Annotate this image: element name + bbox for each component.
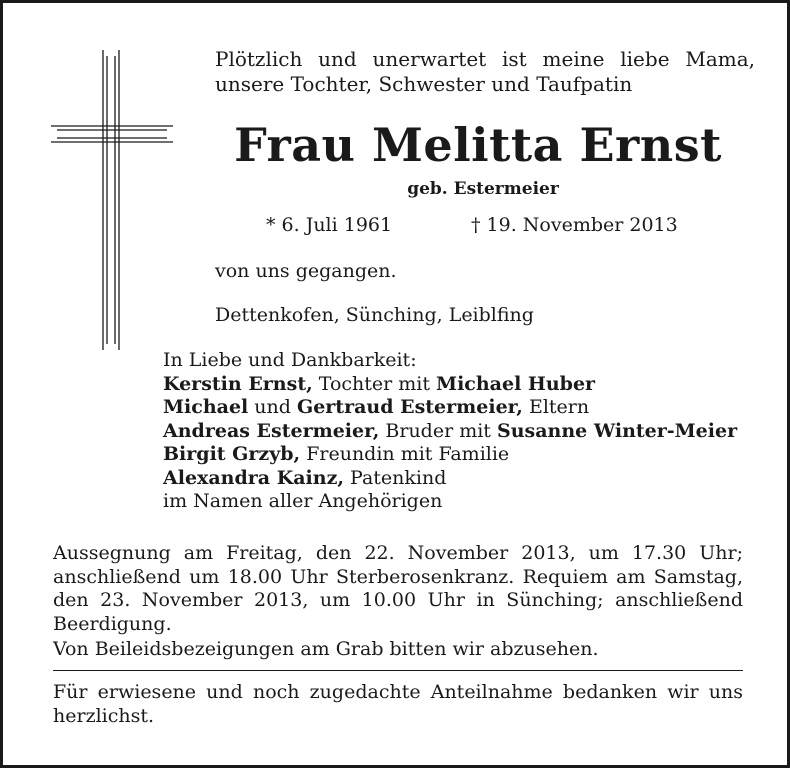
death-date: † 19. November 2013 bbox=[471, 214, 678, 236]
condolence-note: Von Beileidsbezeigungen am Grab bitten wir abzusehen. bbox=[53, 638, 599, 660]
mourners-heading: In Liebe und Dankbarkeit: bbox=[163, 349, 417, 371]
funeral-info bbox=[53, 542, 743, 662]
mourner-line: Birgit Grzyb, Freundin mit Familie bbox=[163, 443, 510, 465]
maiden-name: geb. Estermeier bbox=[407, 179, 559, 199]
passed-text: von uns gegangen. bbox=[215, 260, 397, 282]
thanks-text: Für erwiesene und noch zugedachte Anteilnahme bedanken wir uns herzlichst. bbox=[53, 681, 743, 727]
deceased-name: Frau Melitta Ernst bbox=[234, 118, 722, 172]
mourner-line: Michael und Gertraud Estermeier, Eltern bbox=[163, 396, 590, 418]
intro-text: Plötzlich und unerwartet ist meine liebe Mama, unsere Tochter, Schwester und Taufpatin bbox=[215, 47, 755, 96]
mourners-list bbox=[163, 349, 737, 514]
mourner-line: Andreas Estermeier, Bruder mit Susanne Winter-Meier bbox=[163, 419, 738, 442]
mourner-line: Alexandra Kainz, Patenkind bbox=[163, 466, 447, 489]
mourners-closing: im Namen aller Angehörigen bbox=[163, 490, 443, 512]
divider bbox=[53, 670, 743, 671]
mourner-line: Kerstin Ernst, Tochter mit Michael Huber bbox=[163, 372, 596, 395]
places-text: Dettenkofen, Sünching, Leiblfing bbox=[215, 304, 534, 326]
birth-date: * 6. Juli 1961 bbox=[266, 214, 393, 236]
funeral-text: Aussegnung am Freitag, den 22. November 2013, um 17.30 Uhr; anschließend um 18.00 Uhr Sterberosenkranz. Requiem am Samstag, den 23. November 2013, um 10.00 Uhr in Sünching; anschließend Beerdigung. bbox=[53, 542, 743, 635]
